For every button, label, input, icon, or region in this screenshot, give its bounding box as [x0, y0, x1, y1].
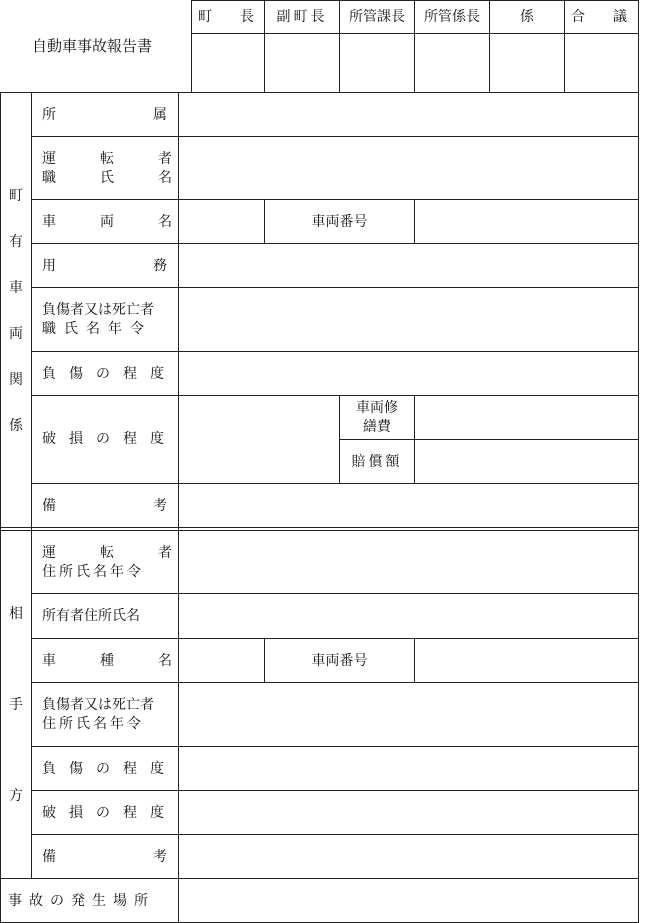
label-affiliation	[42, 106, 264, 124]
approval-consultation: 合議	[571, 9, 655, 25]
label-injured-title-name-age: 職氏名年令	[42, 321, 152, 337]
label-remarks: 備考	[42, 498, 264, 514]
label-vehicle-number: 車両番号	[311, 214, 368, 230]
field-other-damage-degree[interactable]	[179, 791, 638, 834]
field-other-remarks[interactable]	[179, 835, 638, 878]
label-purpose: 用務	[42, 258, 264, 274]
field-owner[interactable]	[179, 594, 638, 638]
side-char: 係	[9, 418, 23, 434]
label-injury-degree: 負傷の程度	[42, 366, 177, 382]
field-driver-title-name[interactable]	[179, 137, 638, 199]
label-compensation: 賠償額	[351, 454, 403, 470]
label-other-damage-degree: 破損の程度	[42, 805, 177, 821]
label-affiliation-text: 所属	[42, 107, 264, 123]
approval-town-mayor	[198, 8, 282, 26]
label-repair-cost-line2: 繕費	[363, 419, 391, 435]
field-purpose[interactable]	[179, 244, 638, 287]
field-other-injury-degree[interactable]	[179, 747, 638, 790]
field-affiliation[interactable]	[179, 93, 638, 136]
side-char: 有	[9, 234, 23, 250]
label-other-injured: 負傷者又は死亡者	[42, 697, 154, 713]
side-char: 車	[9, 280, 23, 296]
field-damage-degree[interactable]	[179, 396, 339, 483]
approval-staff: 係	[520, 9, 534, 25]
label-accident-location: 事故の発生場所	[8, 893, 155, 909]
label-driver: 運転者	[42, 151, 216, 167]
label-other-remarks: 備考	[42, 849, 264, 865]
side-char: 両	[9, 326, 23, 342]
field-accident-location[interactable]	[179, 879, 638, 922]
field-other-injured[interactable]	[179, 683, 638, 746]
approval-deputy-mayor: 副町長	[276, 9, 328, 25]
field-injury-degree[interactable]	[179, 352, 638, 395]
field-other-vehicle-number[interactable]	[415, 639, 638, 682]
approval-section-chief: 所管課長	[349, 9, 405, 25]
stamp-box-deputy-mayor[interactable]	[265, 34, 339, 92]
label-vehicle-type: 車種名	[42, 653, 216, 669]
label-other-injured-address: 住所氏名年令	[42, 716, 144, 732]
approval-subsection-chief: 所管係長	[424, 9, 480, 25]
label-other-injury-degree: 負傷の程度	[42, 761, 177, 777]
label-other-driver: 運転者	[42, 545, 216, 561]
field-vehicle-name[interactable]	[179, 200, 264, 243]
side-char: 町	[9, 188, 23, 204]
field-remarks[interactable]	[179, 484, 638, 527]
approval-town-mayor-label: 町長	[198, 9, 282, 25]
side-char: 手	[9, 697, 23, 713]
side-char: 関	[9, 372, 23, 388]
field-compensation[interactable]	[415, 440, 638, 483]
label-other-vehicle-number: 車両番号	[311, 653, 368, 669]
label-injured: 負傷者又は死亡者	[42, 302, 154, 318]
stamp-box-town-mayor[interactable]	[192, 34, 264, 92]
side-char: 方	[9, 788, 23, 804]
label-other-driver-address: 住所氏名年令	[42, 564, 144, 580]
label-owner: 所有者住所氏名	[42, 608, 140, 624]
field-repair-cost[interactable]	[415, 396, 638, 439]
form-title: 自動車事故報告書	[32, 37, 153, 55]
field-vehicle-number[interactable]	[415, 200, 638, 243]
stamp-box-consultation[interactable]	[565, 34, 638, 92]
stamp-box-staff[interactable]	[490, 34, 564, 92]
field-vehicle-type[interactable]	[179, 639, 264, 682]
label-damage-degree: 破損の程度	[42, 431, 177, 447]
label-driver-title-name: 職氏名	[42, 170, 216, 186]
label-repair-cost-line1: 車両修	[356, 400, 398, 416]
side-char: 相	[9, 606, 23, 622]
stamp-box-subsection-chief[interactable]	[415, 34, 489, 92]
label-vehicle-name: 車両名	[42, 214, 216, 230]
field-injured-title-name-age[interactable]	[179, 288, 638, 351]
stamp-box-section-chief[interactable]	[340, 34, 414, 92]
field-other-driver[interactable]	[179, 531, 638, 593]
